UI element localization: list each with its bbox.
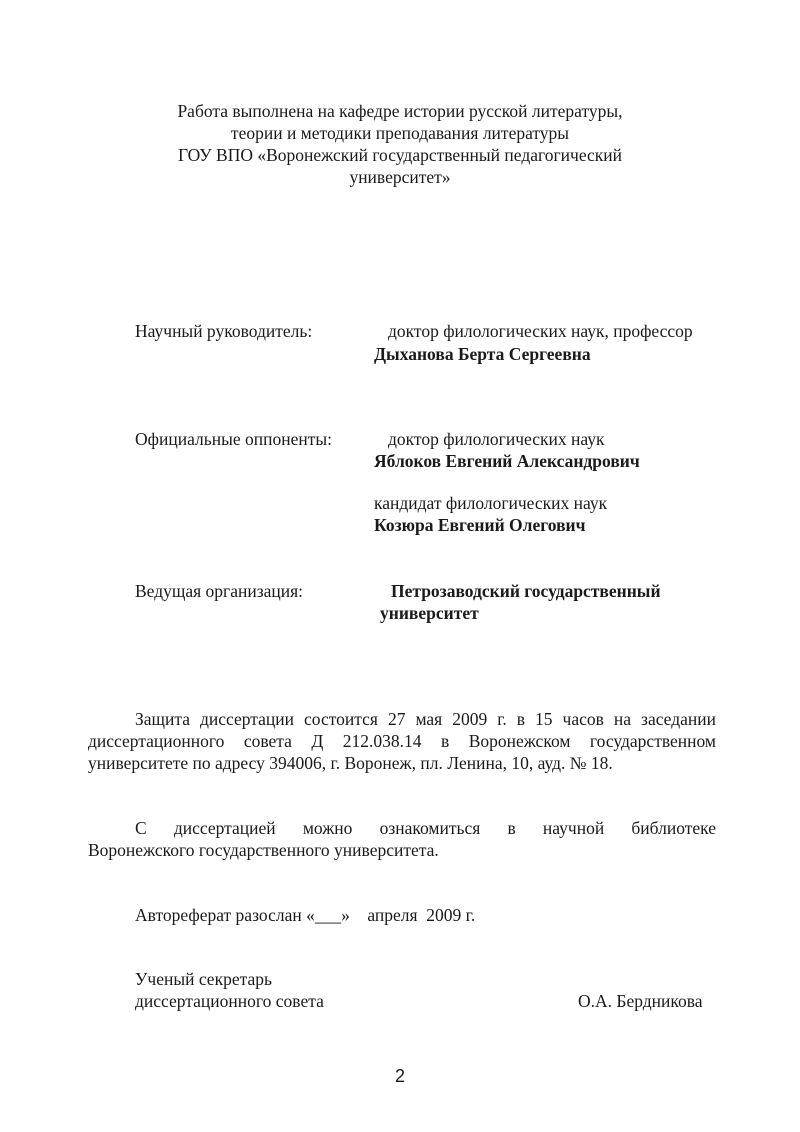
- defense-line-1: Защита диссертации состоится 27 мая 2009 г. в 15 часов на заседании: [135, 709, 716, 729]
- supervisor-label: Научный руководитель:: [135, 321, 313, 341]
- opponent-1-name: Яблоков Евгений Александрович: [374, 451, 640, 471]
- supervisor-degree: доктор филологических наук, профессор: [388, 321, 693, 341]
- lead-org-line-2: университет: [380, 603, 479, 623]
- supervisor-name: Дыханова Берта Сергеевна: [374, 344, 591, 364]
- mailing-date: Автореферат разослан «___» апреля 2009 г.: [135, 905, 476, 925]
- lead-org-label: Ведущая организация:: [135, 581, 304, 601]
- opponents-label: Официальные оппоненты:: [135, 429, 332, 449]
- library-paragraph: [88, 817, 716, 861]
- defense-line-2: диссертационного совета Д 212.038.14 в Воронежском государственном: [88, 731, 716, 751]
- opponent-2-name: Козюра Евгений Олегович: [374, 515, 586, 535]
- library-line-2: Воронежского государственного университета.: [88, 840, 439, 860]
- defense-paragraph: [88, 708, 716, 774]
- header-line-4: университет»: [349, 167, 451, 187]
- header-line-1: Работа выполнена на кафедре истории русской литературы,: [177, 101, 623, 121]
- library-line-1: С диссертацией можно ознакомиться в научной библиотеке: [135, 818, 716, 838]
- header-line-3: ГОУ ВПО «Воронежский государственный педагогический: [177, 145, 623, 165]
- opponent-1-degree: доктор филологических наук: [388, 429, 605, 449]
- header-block: [100, 100, 700, 188]
- page-number: 2: [394, 1066, 405, 1086]
- secretary-title-1: Ученый секретарь: [135, 969, 272, 989]
- secretary-name: О.А. Бердникова: [578, 991, 703, 1011]
- header-line-2: теории и методики преподавания литературы: [230, 123, 570, 143]
- defense-line-3: университете по адресу 394006, г. Воронеж, пл. Ленина, 10, ауд. № 18.: [88, 753, 613, 773]
- secretary-title-2: диссертационного совета: [135, 991, 324, 1011]
- opponent-2-degree: кандидат филологических наук: [374, 493, 608, 513]
- lead-org-line-1: Петрозаводский государственный: [391, 581, 661, 601]
